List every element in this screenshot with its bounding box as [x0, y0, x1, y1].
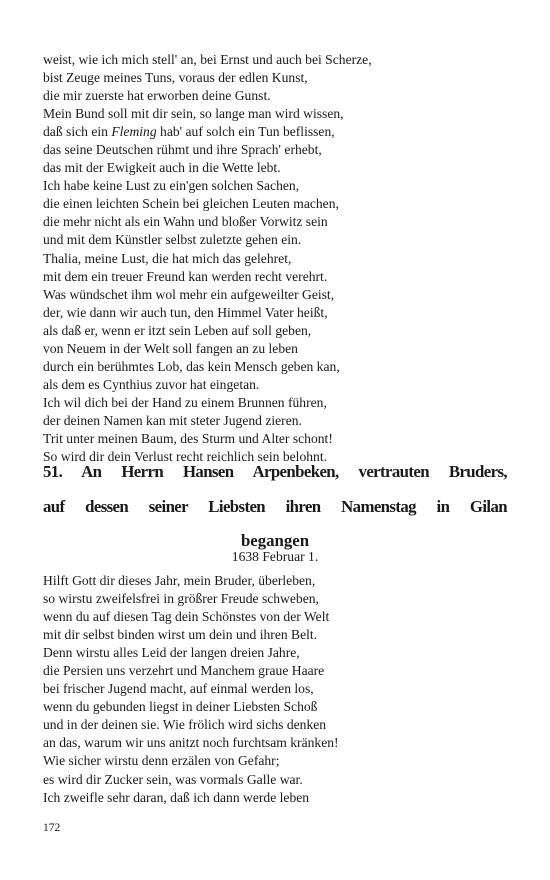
- poem-heading: [43, 455, 507, 559]
- poem-line: und in der deinen sie. Wie frölich wird sichs denken: [43, 717, 327, 733]
- poem-line: die mir zuerste hat erworben deine Gunst.: [43, 88, 271, 104]
- poem-line: die mehr nicht als ein Wahn und bloßer Vorwitz sein: [43, 214, 328, 230]
- poem-line: So wird dir dein Verlust recht reichlich sein belohnt.: [43, 449, 328, 465]
- poem-line: mit dir selbst binden wirst um dein und ihren Belt.: [43, 627, 318, 643]
- poem-line: wenn du gebunden liegst in deiner Liebsten Schoß: [43, 699, 318, 715]
- poem-line: durch ein berühmtes Lob, das kein Mensch geben kan,: [43, 358, 340, 374]
- poem-line: Was wündschet ihm wol mehr ein aufgeweilter Geist,: [43, 286, 335, 302]
- poem-stanza-2: [43, 572, 339, 807]
- poem-line: weist, wie ich mich stell' an, bei Ernst und auch bei Scherze,: [43, 52, 372, 67]
- poem-line-text: daß sich ein: [43, 124, 112, 140]
- poem-line: wenn du auf diesen Tag dein Schönstes von der Welt: [43, 609, 330, 625]
- poem-line: die Persien uns verzehrt und Manchem graue Haare: [43, 663, 325, 679]
- page-number: 172: [43, 822, 61, 834]
- poem-line: bei frischer Jugend macht, auf einmal werden los,: [43, 681, 314, 697]
- poem-line: Hilft Gott dir dieses Jahr, mein Bruder, überleben,: [43, 573, 316, 588]
- poem-line: der deinen Namen kan mit steter Jugend zieren.: [43, 412, 302, 428]
- poem-date: 1638 Februar 1.: [231, 549, 319, 564]
- poem-line: an das, warum wir uns anitzt noch furchtsam kränken!: [43, 735, 339, 751]
- poem-line: Ich zweifle sehr daran, daß ich dann werde leben: [43, 789, 310, 805]
- poem-line: der, wie dann wir auch tun, den Himmel Vater heißt,: [43, 304, 328, 320]
- poem-line: mit dem ein treuer Freund kan werden recht verehrt.: [43, 268, 328, 284]
- poem-line: als daß er, wenn er itzt sein Leben auf soll geben,: [43, 322, 312, 338]
- poem-line: Denn wirstu alles Leid der langen dreien Jahre,: [43, 645, 300, 661]
- poem-line: und mit dem Künstler selbst zuletzte gehen ein.: [43, 232, 302, 248]
- poem-line: als dem es Cynthius zuvor hat eingetan.: [43, 376, 260, 392]
- poem-line: bist Zeuge meines Tuns, voraus der edlen Kunst,: [43, 70, 308, 86]
- poem-line: von Neuem in der Welt soll fangen an zu leben: [43, 340, 298, 356]
- poem-line: Ich habe keine Lust zu ein'gen solchen Sachen,: [43, 178, 300, 194]
- heading-line-3: begangen: [240, 531, 310, 550]
- poem-line: Wie sicher wirstu denn erzälen von Gefahr;: [43, 753, 280, 769]
- heading-line-2: auf dessen seiner Liebsten ihren Namenstag in Gilan: [43, 496, 507, 516]
- poem-line: Mein Bund soll mit dir sein, so lange man wird wissen,: [43, 106, 344, 122]
- poem-line: die einen leichten Schein bei gleichen Leuten machen,: [43, 196, 339, 212]
- heading-line-1: 51. An Herrn Hansen Arpenbeken, vertrauten Bruders,: [43, 462, 507, 481]
- poem-stanza-1: [43, 51, 372, 466]
- poem-line: das mit der Ewigkeit auch in die Wette lebt.: [43, 160, 281, 176]
- poem-line: es wird dir Zucker sein, was vormals Galle war.: [43, 771, 303, 787]
- poem-line: [43, 123, 372, 141]
- poem-line: Ich wil dich bei der Hand zu einem Brunnen führen,: [43, 394, 327, 410]
- poem-line: Thalia, meine Lust, die hat mich das gelehret,: [43, 250, 292, 266]
- name-emphasis: Fleming: [111, 124, 157, 140]
- poem-line-text: hab' auf solch ein Tun beflissen,: [156, 124, 335, 140]
- poem-line: so wirstu zweifelsfrei in größrer Freude schweben,: [43, 591, 319, 607]
- poem-line: Trit unter meinen Baum, des Sturm und Alter schont!: [43, 430, 333, 446]
- poem-line: das seine Deutschen rühmt und ihre Sprach' erhebt,: [43, 142, 322, 158]
